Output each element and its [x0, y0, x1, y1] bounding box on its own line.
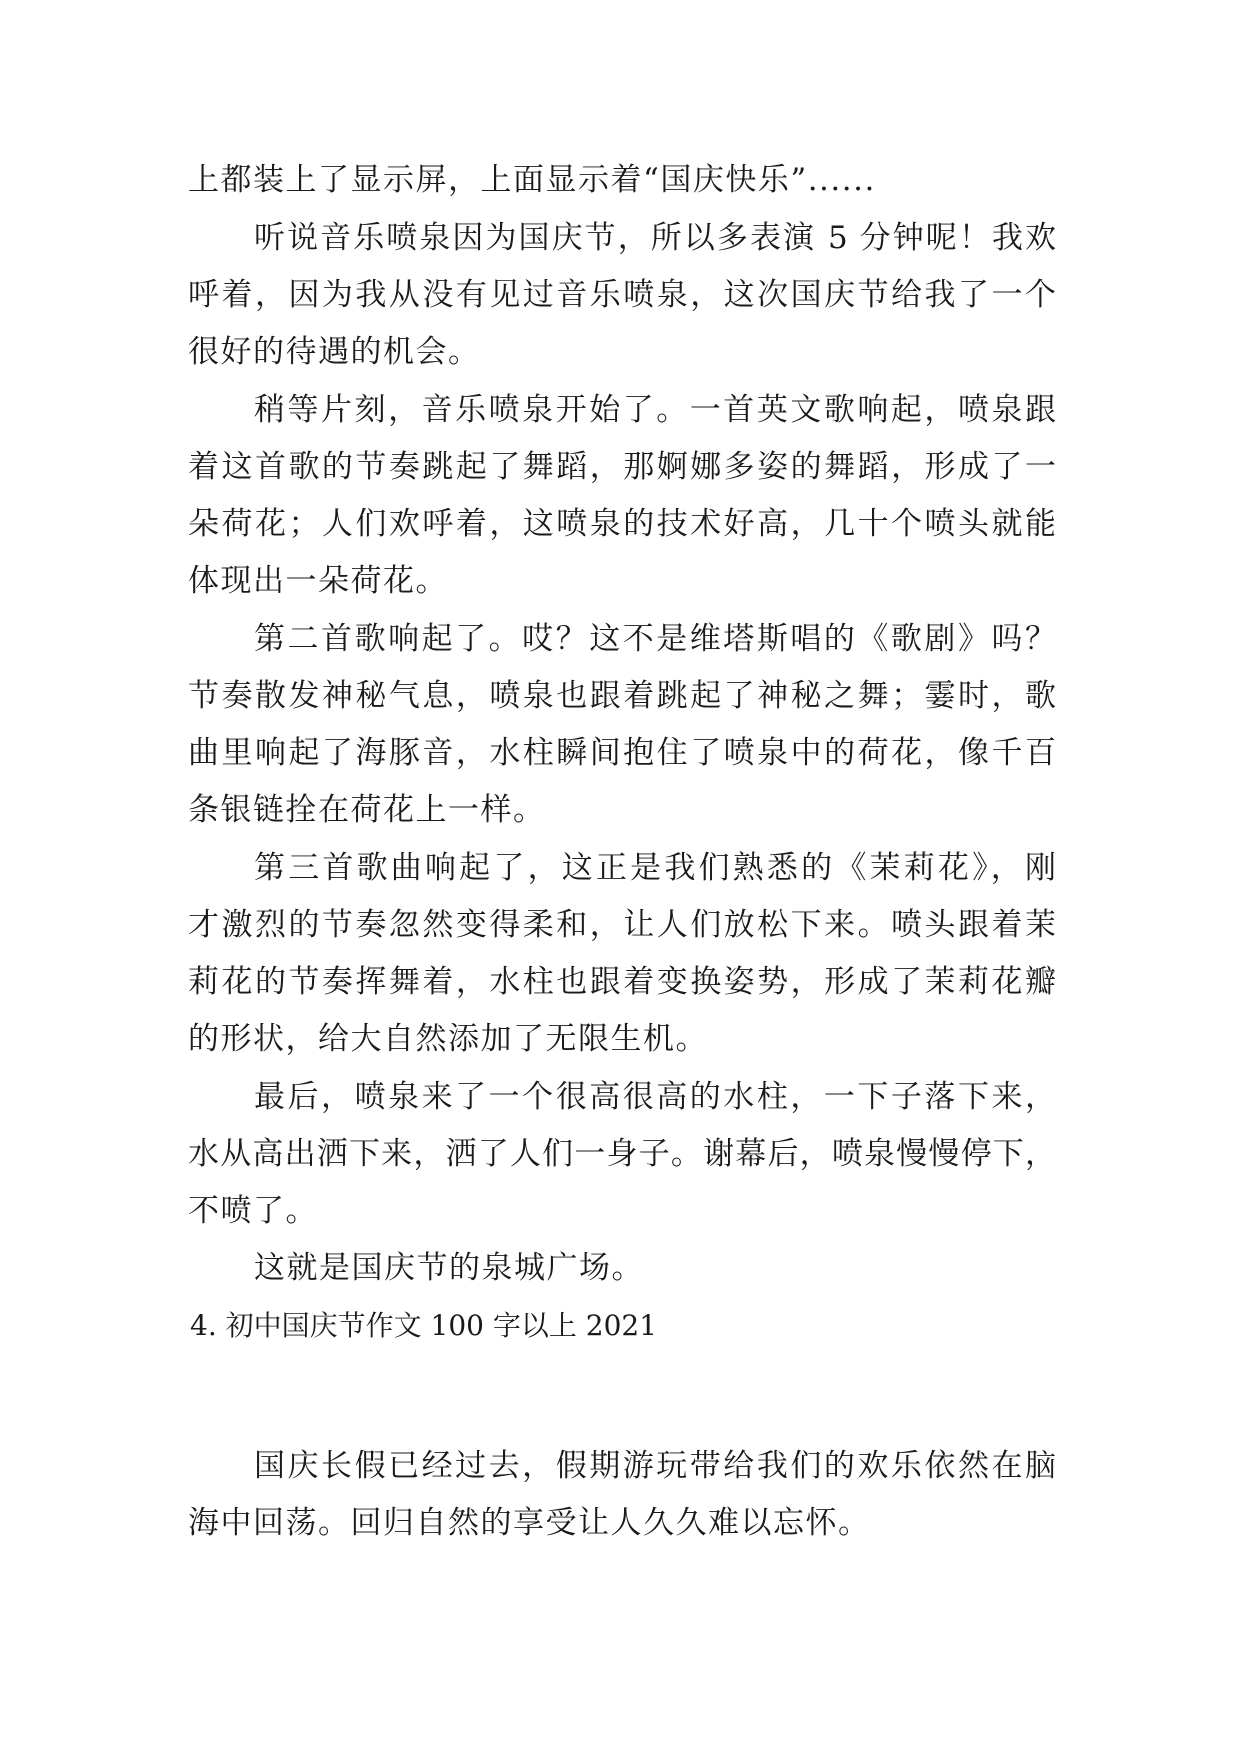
text-line: 朵荷花；人们欢呼着，这喷泉的技术好高，几十个喷头就能 — [188, 506, 1056, 542]
paragraph-first-line: 听说音乐喷泉因为国庆节，所以多表演 5 分钟呢！我欢 — [254, 220, 1056, 256]
paragraph-first-line: 稍等片刻，音乐喷泉开始了。一首英文歌响起，喷泉跟 — [254, 392, 1056, 428]
text-line: 才激烈的节奏忽然变得柔和，让人们放松下来。喷头跟着茉 — [188, 907, 1056, 943]
section-heading: 4. 初中国庆节作文 100 字以上 2021 — [190, 1309, 658, 1342]
text-line: 的形状，给大自然添加了无限生机。 — [188, 1021, 708, 1057]
text-line: 水从高出洒下来，洒了人们一身子。谢幕后，喷泉慢慢停下， — [188, 1136, 1056, 1172]
paragraph-first-line: 第三首歌曲响起了，这正是我们熟悉的《茉莉花》，刚 — [254, 850, 1056, 886]
text-line: 上都装上了显示屏，上面显示着“国庆快乐”...... — [188, 162, 876, 198]
paragraph-first-line: 这就是国庆节的泉城广场。 — [254, 1250, 644, 1286]
text-line: 体现出一朵荷花。 — [188, 563, 448, 599]
text-line: 曲里响起了海豚音，水柱瞬间抱住了喷泉中的荷花，像千百 — [188, 735, 1056, 771]
text-line: 着这首歌的节奏跳起了舞蹈，那婀娜多姿的舞蹈，形成了一 — [188, 449, 1056, 485]
text-line: 呼着，因为我从没有见过音乐喷泉，这次国庆节给我了一个 — [188, 277, 1056, 313]
text-line: 条银链拴在荷花上一样。 — [188, 792, 546, 828]
paragraph-first-line: 国庆长假已经过去，假期游玩带给我们的欢乐依然在脑 — [254, 1448, 1056, 1484]
paragraph-first-line: 最后，喷泉来了一个很高很高的水柱，一下子落下来， — [254, 1079, 1056, 1115]
text-line: 节奏散发神秘气息，喷泉也跟着跳起了神秘之舞；霎时，歌 — [188, 678, 1056, 714]
text-line: 很好的待遇的机会。 — [188, 334, 481, 370]
text-line: 不喷了。 — [188, 1193, 318, 1229]
text-line: 海中回荡。回归自然的享受让人久久难以忘怀。 — [188, 1505, 871, 1541]
paragraph-first-line: 第二首歌响起了。哎？这不是维塔斯唱的《歌剧》吗？ — [254, 621, 1056, 657]
text-line: 莉花的节奏挥舞着，水柱也跟着变换姿势，形成了茉莉花瓣 — [188, 964, 1056, 1000]
